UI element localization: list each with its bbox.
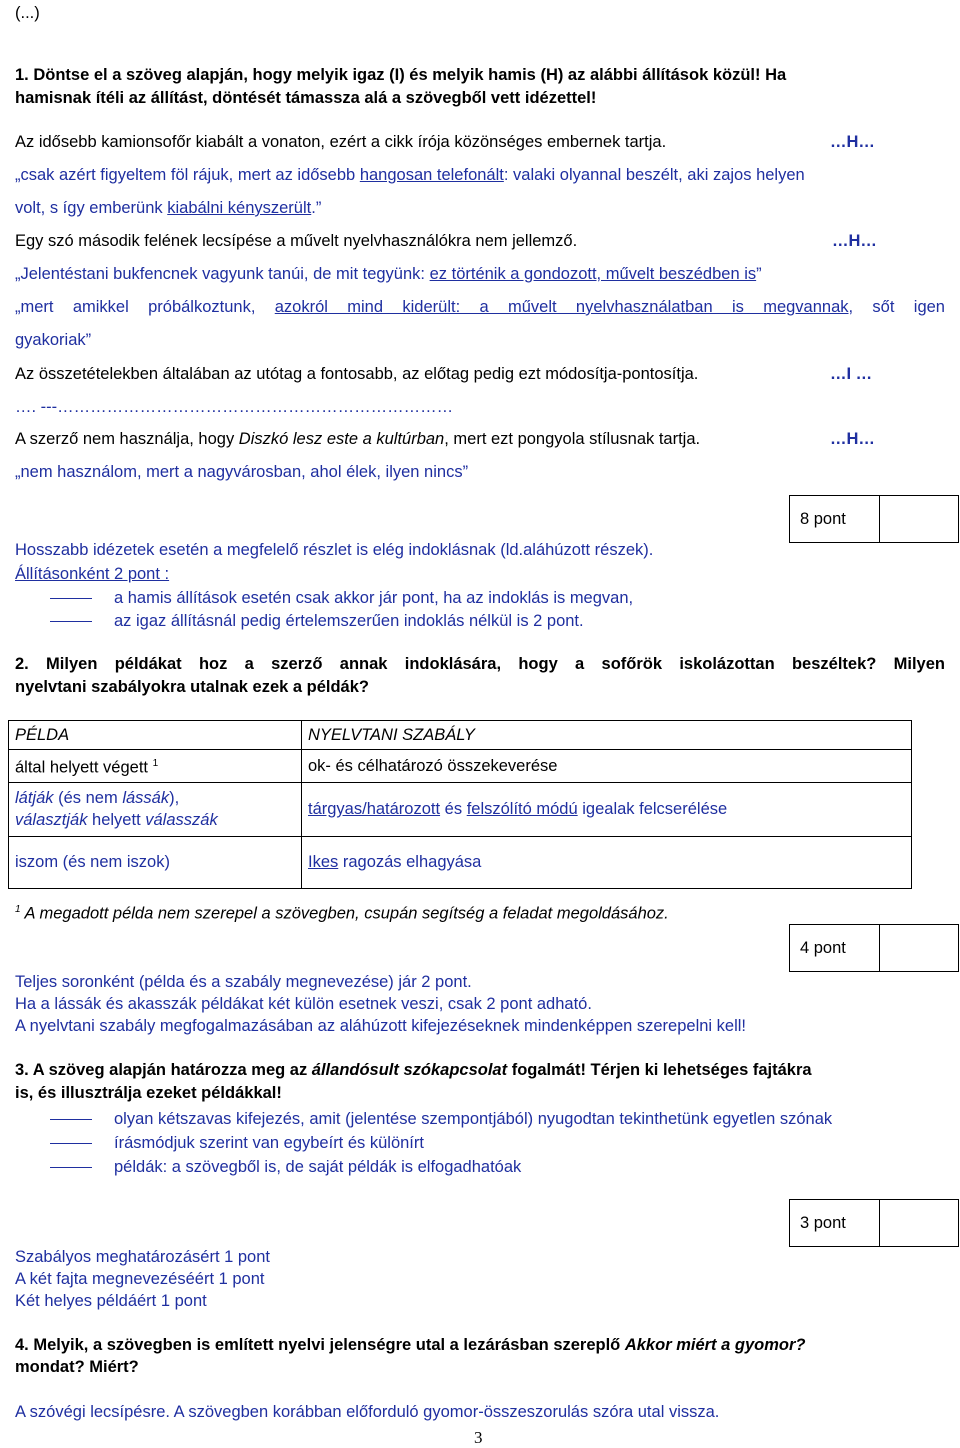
q4-answer: A szóvégi lecsípésre. A szövegben korábban előforduló gyomor-összeszorulás szóra utal vissza. (15, 1403, 720, 1421)
q1-answer-line-3: …. ---……………………………………………………………… (15, 398, 454, 416)
q1-title-line1: 1. Döntse el a szöveg alapján, hogy melyik igaz (I) és melyik hamis (H) az alábbi állítások közül! Ha (15, 66, 787, 84)
q3-score-box (789, 1199, 959, 1247)
q1-statement-4: A szerző nem használja, hogy Diszkó lesz este a kultúrban, mert ezt pongyola stílusnak tartja. (15, 430, 701, 448)
q1-quote-3-cont: gyakoriak” (15, 331, 92, 349)
table-cell-rule: tárgyas/határozott és felszólító módú igealak felcserélése (302, 782, 912, 836)
q2-score-field[interactable] (880, 925, 958, 971)
q1-title-line2: hamisnak ítéli az állítást, döntését támassza alá a szövegből vett idézettel! (15, 89, 597, 107)
examples-table (8, 720, 912, 889)
q1-statement-2: Egy szó második felének lecsípése a művelt nyelvhasználókra nem jellemző. (15, 232, 578, 250)
q1-quote-1-cont: volt, s így emberünk kiabálni kényszerült.” (15, 199, 322, 217)
q2-title-line1: 2. Milyen példákat hoz a szerző annak indoklására, hogy a sofőrök iskolázottan beszéltek? Milyen (15, 655, 945, 673)
q1-answer-mark-4: …H… (830, 430, 875, 448)
dash-bullet-icon (50, 621, 92, 622)
q1-points-label: 8 pont (790, 496, 880, 542)
q3-points-label: 3 pont (790, 1200, 880, 1246)
footnote: $^1$ A megadott példa nem szerepel a szövegben, csupán segítség a feladat megoldásához. (15, 904, 669, 923)
table-cell-rule: ok- és célhatározó összekeverése (302, 750, 912, 783)
q1-quote-1: „csak azért figyeltem föl rájuk, mert az idősebb hangosan telefonált: valaki olyannal beszélt, aki zajos helyen (15, 166, 805, 184)
q3-note-1: Szabályos meghatározásért 1 pont (15, 1248, 270, 1266)
table-row (9, 782, 912, 836)
table-cell-example: iszom (és nem iszok) (9, 836, 302, 888)
q1-statement-3: Az összetételekben általában az utótag a fontosabb, az előtag pedig ezt módosítja-pontosítja. (15, 365, 699, 383)
q3-bullet-3: példák: a szövegből is, de saját példák is elfogadhatóak (50, 1158, 521, 1177)
dash-bullet-icon (50, 598, 92, 599)
table-header-example: PÉLDA (9, 721, 302, 750)
q3-title-line1: 3. A szöveg alapján határozza meg az állandósult szókapcsolat fogalmát! Térjen ki lehetséges fajtákra (15, 1061, 812, 1079)
q1-quote-3: „mert amikkel próbálkoztunk, azokról mind kiderült: a művelt nyelvhasználatban is megvannak, sőt igen (15, 298, 945, 316)
q1-quote-4: „nem használom, mert a nagyvárosban, ahol élek, ilyen nincs” (15, 463, 469, 481)
table-cell-rule: Ikes ragozás elhagyása (302, 836, 912, 888)
q1-quote-2: „Jelentéstani bukfencnek vagyunk tanúi, de mit tegyünk: ez történik a gondozott, művelt beszédben is” (15, 265, 762, 283)
q1-score-box (789, 495, 959, 543)
q3-bullet-1: olyan kétszavas kifejezés, amit (jelentése szempontjából) nyugodtan tekinthetünk egyetlen szónak (50, 1110, 832, 1129)
q4-title-line2: mondat? Miért? (15, 1358, 139, 1376)
q2-title-line2: nyelvtani szabályokra utalnak ezek a példák? (15, 678, 369, 696)
dash-bullet-icon (50, 1119, 92, 1120)
q3-score-field[interactable] (880, 1200, 958, 1246)
q3-title-line2: is, és illusztrálja ezeket példákkal! (15, 1084, 282, 1102)
q2-note-3: A nyelvtani szabály megfogalmazásában az aláhúzott kifejezéseknek mindenképpen szerepelni kell! (15, 1017, 747, 1035)
q1-bullet-1: a hamis állítások esetén csak akkor jár pont, ha az indoklás is megvan, (50, 589, 633, 608)
q1-answer-mark-3: …I … (830, 365, 873, 383)
table-row (9, 750, 912, 783)
q2-note-1: Teljes soronként (példa és a szabály megnevezése) jár 2 pont. (15, 973, 472, 991)
q1-answer-mark-2: …H… (832, 232, 877, 250)
table-row (9, 836, 912, 888)
q2-score-box (789, 924, 959, 972)
q4-title-line1: 4. Melyik, a szövegben is említett nyelvi jelenségre utal a lezárásban szereplő Akkor miért a gyomor? (15, 1336, 806, 1354)
q1-note: Hosszabb idézetek esetén a megfelelő részlet is elég indoklásnak (ld.aláhúzott részek). (15, 541, 654, 559)
q1-answer-mark-1: …H… (830, 133, 875, 151)
q1-score-field[interactable] (880, 496, 958, 542)
q1-statement-1: Az idősebb kamionsofőr kiabált a vonaton, ezért a cikk írója közönséges embernek tartja. (15, 133, 667, 151)
q1-per-statement: Állításonként 2 pont : (15, 565, 170, 583)
table-header-row (9, 721, 912, 750)
table-header-rule: NYELVTANI SZABÁLY (302, 721, 912, 750)
table-cell-example: látják (és nem lássák), választják helyett válasszák (9, 782, 302, 836)
q1-bullet-2: az igaz állításnál pedig értelemszerűen indoklás nélkül is 2 pont. (50, 612, 584, 631)
page-number: 3 (474, 1428, 483, 1447)
dash-bullet-icon (50, 1167, 92, 1168)
q3-note-2: A két fajta megnevezéséért 1 pont (15, 1270, 265, 1288)
q2-points-label: 4 pont (790, 925, 880, 971)
table-cell-example: által helyett végett $^1$ (9, 750, 302, 783)
q2-note-2: Ha a lássák és akasszák példákat két külön esetnek veszi, csak 2 pont adható. (15, 995, 592, 1013)
dash-bullet-icon (50, 1143, 92, 1144)
q3-note-3: Két helyes példáért 1 pont (15, 1292, 207, 1310)
ellipsis-marker: (...) (15, 4, 40, 22)
q3-bullet-2: írásmódjuk szerint van egybeírt és különírt (50, 1134, 424, 1153)
